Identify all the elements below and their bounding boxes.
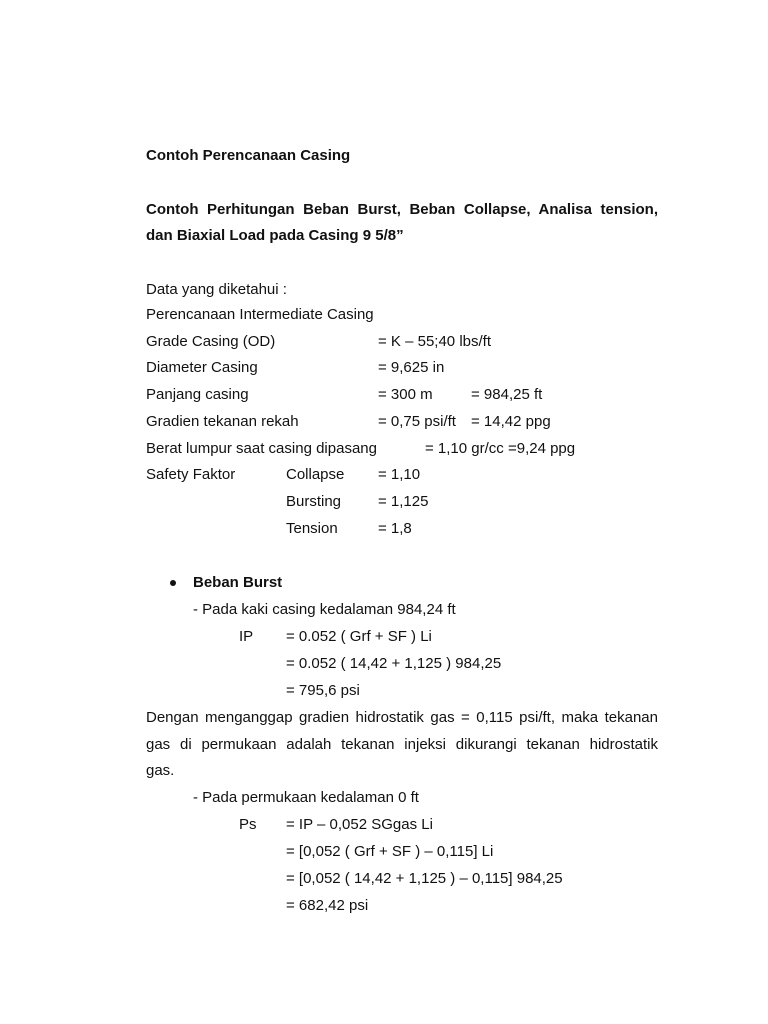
- burst-case-2-title: - Pada permukaan kedalaman 0 ft: [193, 789, 419, 806]
- row-value: = 0,75 psi/ft: [378, 413, 456, 430]
- equation-line: = IP – 0,052 SGgas Li: [286, 816, 433, 833]
- safety-item-value: = 1,10: [378, 466, 421, 483]
- row-value: = 9,625 in: [378, 359, 445, 376]
- equation-line: = 682,42 psi: [286, 897, 369, 914]
- row-value-converted: = 14,42 ppg: [471, 413, 551, 430]
- known-data-subheading: Perencanaan Intermediate Casing: [146, 306, 374, 323]
- burst-heading: Beban Burst: [193, 574, 283, 591]
- safety-item-name: Bursting: [286, 493, 342, 510]
- burst-case-2-symbol: Ps: [239, 816, 257, 833]
- known-data-heading: Data yang diketahui :: [146, 281, 287, 298]
- row-value: = K – 55;40 lbs/ft: [378, 333, 491, 350]
- subtitle-line-1: Contoh Perhitungan Beban Burst, Beban Collapse, Analisa tension,: [146, 201, 658, 218]
- equation-line: = [0,052 ( 14,42 + 1,125 ) – 0,115] 984,25: [286, 870, 563, 887]
- row-label: Grade Casing (OD): [146, 333, 276, 350]
- row-value: = 1,10 gr/cc =9,24 ppg: [425, 440, 576, 457]
- bullet-icon: [170, 580, 176, 586]
- safety-item-name: Collapse: [286, 466, 345, 483]
- row-label: Gradien tekanan rekah: [146, 413, 299, 430]
- burst-case-1-title: - Pada kaki casing kedalaman 984,24 ft: [193, 601, 456, 618]
- row-value: = 300 m: [378, 386, 433, 403]
- equation-line: = 795,6 psi: [286, 682, 360, 699]
- row-value-converted: = 984,25 ft: [471, 386, 543, 403]
- row-label: Diameter Casing: [146, 359, 258, 376]
- safety-item-value: = 1,125: [378, 493, 429, 510]
- burst-case-1-symbol: IP: [239, 628, 254, 645]
- equation-line: = 0.052 ( 14,42 + 1,125 ) 984,25: [286, 655, 502, 672]
- paragraph-line-2: gas di permukaan adalah tekanan injeksi dikurangi tekanan hidrostatik: [146, 736, 658, 753]
- safety-item-name: Tension: [286, 520, 338, 537]
- row-label: Berat lumpur saat casing dipasang: [146, 440, 377, 457]
- equation-line: = [0,052 ( Grf + SF ) – 0,115] Li: [286, 843, 494, 860]
- safety-factor-label: Safety Faktor: [146, 466, 236, 483]
- row-label: Panjang casing: [146, 386, 249, 403]
- equation-line: = 0.052 ( Grf + SF ) Li: [286, 628, 432, 645]
- safety-item-value: = 1,8: [378, 520, 412, 537]
- paragraph-line-1: Dengan menganggap gradien hidrostatik gas = 0,115 psi/ft, maka tekanan: [146, 709, 658, 726]
- paragraph-line-3: gas.: [146, 762, 175, 779]
- subtitle-line-2: dan Biaxial Load pada Casing 9 5/8”: [146, 227, 404, 244]
- document-title: Contoh Perencanaan Casing: [146, 147, 351, 164]
